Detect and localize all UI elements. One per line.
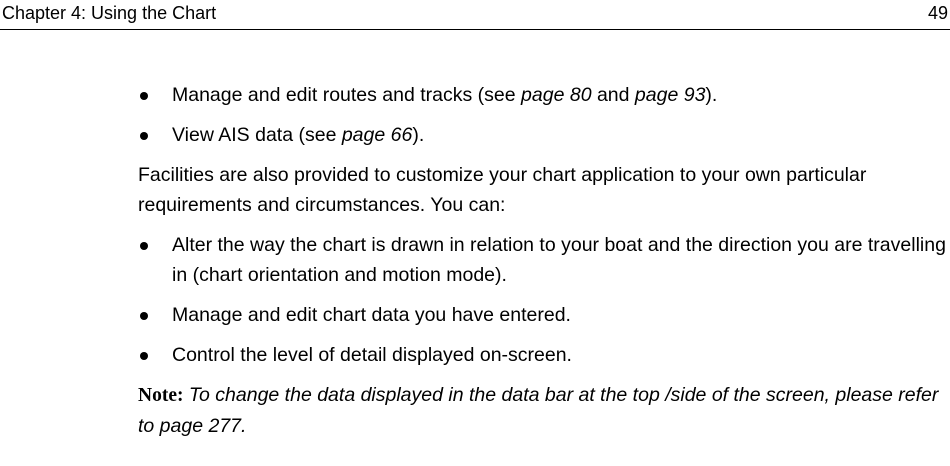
list-item: Alter the way the chart is drawn in relation to your boat and the direction you are travelling in (chart orientation and motion mode). — [138, 230, 946, 290]
page-body — [138, 80, 946, 441]
list-item: View AIS data (see page 66). — [138, 120, 946, 150]
note-text: To change the data displayed in the data bar at the top /side of the screen, please refer to page 277. — [138, 384, 939, 437]
feature-list-bottom — [138, 230, 946, 370]
page-link[interactable]: page 80 — [521, 84, 592, 106]
note — [138, 380, 946, 441]
list-item: Manage and edit chart data you have entered. — [138, 300, 946, 330]
page-number: 49 — [927, 3, 948, 23]
list-item: Manage and edit routes and tracks (see page 80 and page 93). — [138, 80, 946, 110]
page-link[interactable]: page 66 — [341, 124, 413, 146]
note-label: Note: — [138, 385, 184, 406]
feature-list-top — [138, 80, 946, 150]
intro-paragraph: Facilities are also provided to customize your chart application to your own particular requirements and circumstances. You can: — [138, 164, 867, 216]
page-link[interactable]: page 93 — [634, 84, 706, 106]
list-item: Control the level of detail displayed on-screen. — [138, 340, 946, 370]
page-header — [0, 0, 950, 30]
chapter-title: Chapter 4: Using the Chart — [2, 3, 217, 23]
